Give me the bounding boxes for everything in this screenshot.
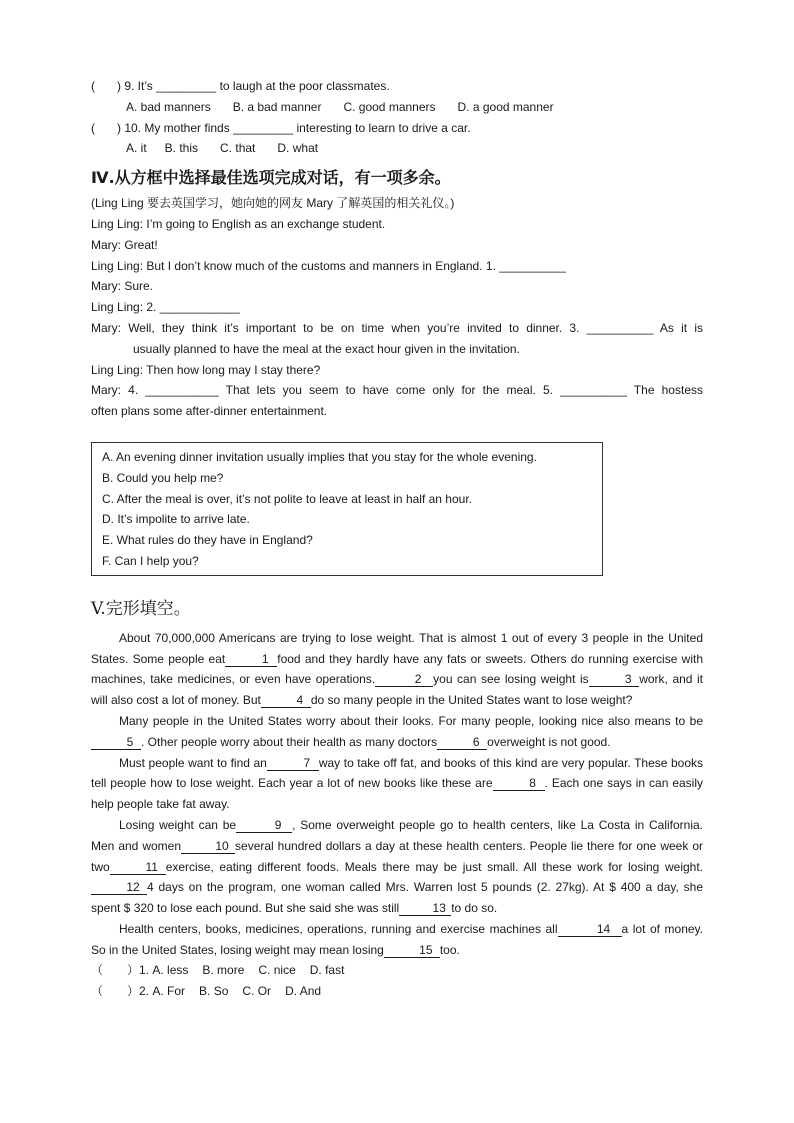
q10-option-c: C. that: [220, 141, 256, 156]
dialogue-line: Ling Ling: But I don’t know much of the customs and manners in England. 1. __________: [91, 258, 566, 273]
q9-option-d: D. a good manner: [457, 99, 554, 114]
dialogue-line: Mary: Well, they think it’s important to be on time when you’re invited to dinner. 3. __________ As it is: [91, 320, 703, 335]
cloze-question-2: （ ）2. A. For B. So C. Or D. And: [91, 984, 322, 999]
q9-options: [91, 97, 703, 118]
cloze-paragraph-1: About 70,000,000 Americans are trying to lose weight. That is almost 1 out of every 3 people in the United States. Some people eat 1 food and they hardly have any fats or sweets. Others do running exercise with machines, take medicines, or even have operations. 2 you can see losing weight is 3 work, and it will also cost a lot of money. But 4 do so many people in the United States want to lose weight?: [91, 630, 704, 708]
cloze-blank-12: 12: [91, 880, 147, 895]
cloze-blank-6: 6: [437, 735, 487, 750]
q10-stem: ) 10. My mother finds: [117, 120, 230, 135]
box-option-b: B. Could you help me?: [102, 470, 224, 485]
section-5-title: V.完形填空。: [91, 598, 191, 619]
box-option-c: C. After the meal is over, it’s not polite to leave at least in half an hour.: [102, 491, 472, 506]
q9-stem: ) 9. It’s: [117, 79, 153, 93]
dialogue-line: Ling Ling: Then how long may I stay there?: [91, 362, 321, 377]
dialogue-line: Ling Ling: I’m going to English as an exchange student.: [91, 216, 386, 231]
question-10: [91, 118, 703, 139]
q10-option-a: A. it: [126, 141, 147, 156]
dialogue-line: Mary: Great!: [91, 237, 158, 252]
box-option-f: F. Can I help you?: [102, 553, 199, 568]
q10-option-b: B. this: [164, 141, 199, 156]
cloze-paragraph-4: Losing weight can be 9 , Some overweight people go to health centers, like La Costa in California. Men and women 10 several hundred dollars a day at these health centers. People lie there for one week or two 11 exercise, eating different foods. Meals there may be just small. All these work for losing weight.12 4 days on the program, one woman called Mrs. Warren lost 5 pounds (2. 27kg). At $ 400 a day, she spent $ 320 to lose each pound. But she said she was still 13 to do so.: [91, 817, 704, 916]
dialogue-line: Ling Ling: 2. ____________: [91, 300, 240, 315]
cloze-blank-15: 15: [384, 943, 440, 958]
cloze-blank-4: 4: [261, 693, 311, 708]
q9-option-c: C. good manners: [343, 99, 436, 114]
q9-blank: _________: [156, 79, 217, 93]
q10-paren: (: [91, 120, 95, 135]
cloze-blank-11: 11: [110, 860, 166, 875]
q9-option-b: B. a bad manner: [232, 99, 322, 114]
box-option-a: A. An evening dinner invitation usually implies that you stay for the whole evening.: [102, 449, 537, 464]
q9-paren: (: [91, 79, 95, 93]
worksheet-page: [91, 76, 703, 1002]
cloze-blank-5: 5: [91, 735, 141, 750]
cloze-blank-2: 2: [375, 672, 433, 687]
dialogue-line: Mary: Sure.: [91, 279, 154, 294]
section-4-intro: (Ling Ling 要去英国学习，她向她的网友 Mary 了解英国的相关礼仪。): [91, 196, 455, 211]
box-option-e: E. What rules do they have in England?: [102, 533, 313, 548]
box-option-d: D. It’s impolite to arrive late.: [102, 512, 250, 527]
cloze-blank-10: 10: [181, 839, 235, 854]
dialogue-line: Mary: 4. ___________ That lets you seem to have come only for the meal. 5. __________ The hostess: [91, 383, 703, 398]
cloze-paragraph-2: Many people in the United States worry about their looks. For many people, looking nice also means to be5 . Other people worry about their health as many doctors 6 overweight is not good.: [91, 711, 703, 753]
dialogue-line: often plans some after-dinner entertainment.: [91, 404, 328, 419]
cloze-question-1: （ ）1. A. less B. more C. nice D. fast: [91, 963, 345, 978]
cloze-paragraph-5: Health centers, books, medicines, operations, running and exercise machines all 14 a lot of money. So in the United States, losing weight may mean losing 15 too.: [91, 921, 703, 957]
q10-option-d: D. what: [277, 141, 319, 156]
cloze-blank-14: 14: [558, 922, 622, 937]
q10-blank: _________: [233, 120, 294, 135]
options-box: [91, 442, 603, 576]
q9-option-a: A. bad manners: [126, 99, 211, 114]
cloze-blank-8: 8: [493, 776, 545, 791]
section-4-title: Ⅳ.从方框中选择最佳选项完成对话，有一项多余。: [91, 168, 451, 188]
q10-rest: interesting to learn to drive a car.: [296, 120, 471, 135]
cloze-blank-13: 13: [399, 901, 451, 916]
cloze-blank-1: 1: [225, 652, 277, 667]
question-9: [91, 76, 703, 97]
cloze-blank-9: 9: [236, 818, 292, 833]
cloze-paragraph-3: Must people want to find an 7 way to take off fat, and books of this kind are very popular. These books tell people how to lose weight. Each year a lot of new books like these are 8 . Each one says in can easily help people take fat away.: [91, 755, 703, 812]
q10-options: [91, 138, 703, 159]
q9-rest: to laugh at the poor classmates.: [219, 79, 390, 93]
cloze-blank-7: 7: [267, 756, 319, 771]
cloze-blank-3: 3: [589, 672, 639, 687]
dialogue-line: usually planned to have the meal at the exact hour given in the invitation.: [133, 341, 520, 356]
